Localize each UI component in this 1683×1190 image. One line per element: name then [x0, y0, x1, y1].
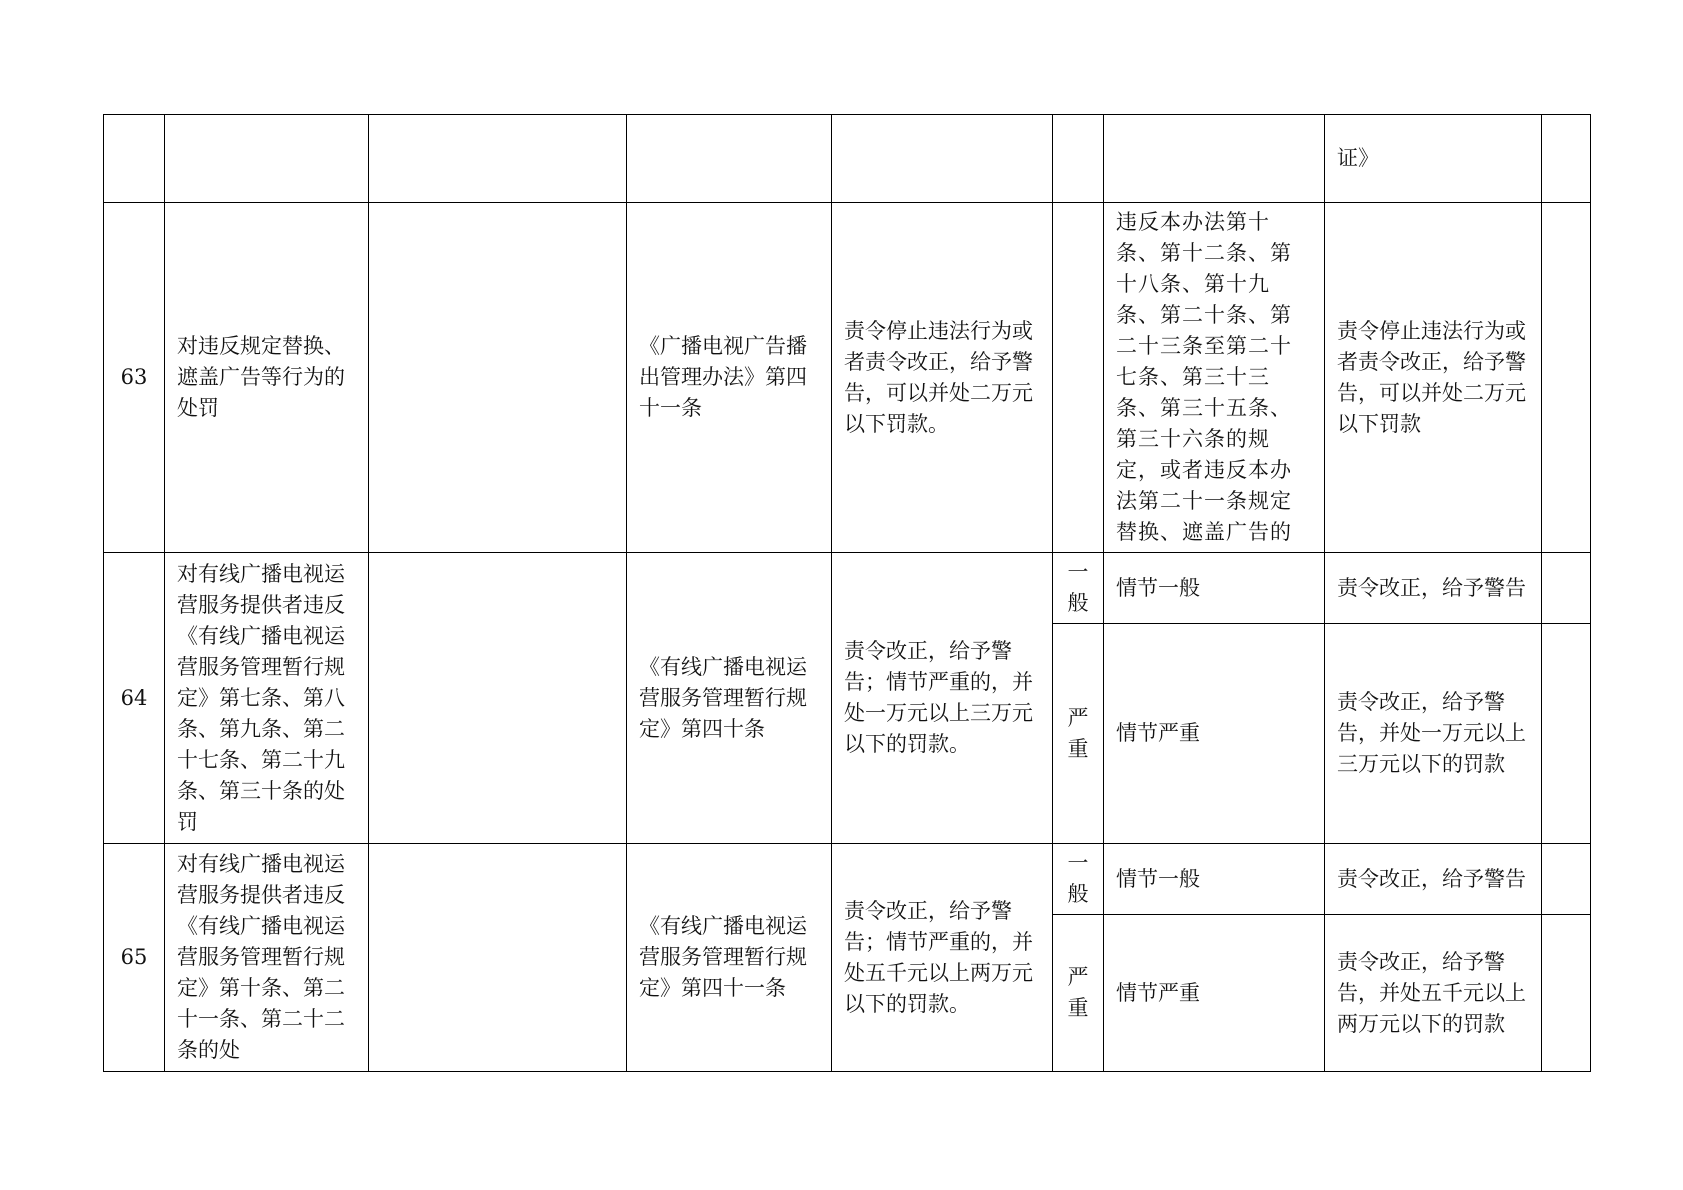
discretion-level: 严重 — [1053, 624, 1104, 844]
circumstance: 情节一般 — [1104, 553, 1325, 624]
penalty-item — [165, 115, 369, 203]
penalty-range: 责令停止违法行为或者责令改正，给予警告，可以并处二万元以下罚款。 — [832, 203, 1053, 553]
discretion-level: 严重 — [1053, 915, 1104, 1072]
penalty-range: 责令改正，给予警告；情节严重的，并处五千元以上两万元以下的罚款。 — [832, 844, 1053, 1072]
basis-law — [627, 115, 832, 203]
row-number: 65 — [104, 844, 165, 1072]
row-number — [104, 115, 165, 203]
row-number: 64 — [104, 553, 165, 844]
circumstance: 情节严重 — [1104, 915, 1325, 1072]
penalty-standard: 责令改正，给予警告，并处五千元以上两万元以下的罚款 — [1325, 915, 1542, 1072]
discretion-level: 一般 — [1053, 553, 1104, 624]
penalty-range: 责令改正，给予警告；情节严重的，并处一万元以上三万元以下的罚款。 — [832, 553, 1053, 844]
discretion-level — [1053, 203, 1104, 553]
penalty-range — [832, 115, 1053, 203]
penalty-item: 对违反规定替换、遮盖广告等行为的处罚 — [165, 203, 369, 553]
circumstance — [1104, 115, 1325, 203]
remarks-cell — [1542, 624, 1591, 844]
remarks-cell — [1542, 915, 1591, 1072]
remarks-cell — [1542, 553, 1591, 624]
penalty-standards-table — [103, 114, 1591, 1072]
basis-law: 《有线广播电视运营服务管理暂行规定》第四十一条 — [627, 844, 832, 1072]
basis-law: 《有线广播电视运营服务管理暂行规定》第四十条 — [627, 553, 832, 844]
circumstance: 违反本办法第十条、第十二条、第十八条、第十九条、第二十条、第二十三条至第二十七条、第三十三条、第三十五条、第三十六条的规定，或者违反本办法第二十一条规定替换、遮盖广告的 — [1104, 203, 1325, 553]
discretion-level: 一般 — [1053, 844, 1104, 915]
penalty-standard: 责令改正，给予警告，并处一万元以上三万元以下的罚款 — [1325, 624, 1542, 844]
discretion-level — [1053, 115, 1104, 203]
remarks-cell — [1542, 115, 1591, 203]
basis-clause — [369, 203, 627, 553]
remarks-cell — [1542, 203, 1591, 553]
table-row — [104, 553, 1591, 624]
table-row — [104, 115, 1591, 203]
circumstance: 情节一般 — [1104, 844, 1325, 915]
basis-clause — [369, 844, 627, 1072]
row-number: 63 — [104, 203, 165, 553]
circumstance: 情节严重 — [1104, 624, 1325, 844]
penalty-item: 对有线广播电视运营服务提供者违反《有线广播电视运营服务管理暂行规定》第十条、第二十一条、第二十二条的处 — [165, 844, 369, 1072]
penalty-item: 对有线广播电视运营服务提供者违反《有线广播电视运营服务管理暂行规定》第七条、第八条、第九条、第二十七条、第二十九条、第三十条的处罚 — [165, 553, 369, 844]
penalty-standard: 责令改正，给予警告 — [1325, 844, 1542, 915]
basis-clause — [369, 115, 627, 203]
table-row — [104, 844, 1591, 915]
table-row — [104, 203, 1591, 553]
basis-clause — [369, 553, 627, 844]
penalty-standard: 责令改正，给予警告 — [1325, 553, 1542, 624]
penalty-standard: 责令停止违法行为或者责令改正，给予警告，可以并处二万元以下罚款 — [1325, 203, 1542, 553]
penalty-standard: 证》 — [1325, 115, 1542, 203]
remarks-cell — [1542, 844, 1591, 915]
basis-law: 《广播电视广告播出管理办法》第四十一条 — [627, 203, 832, 553]
